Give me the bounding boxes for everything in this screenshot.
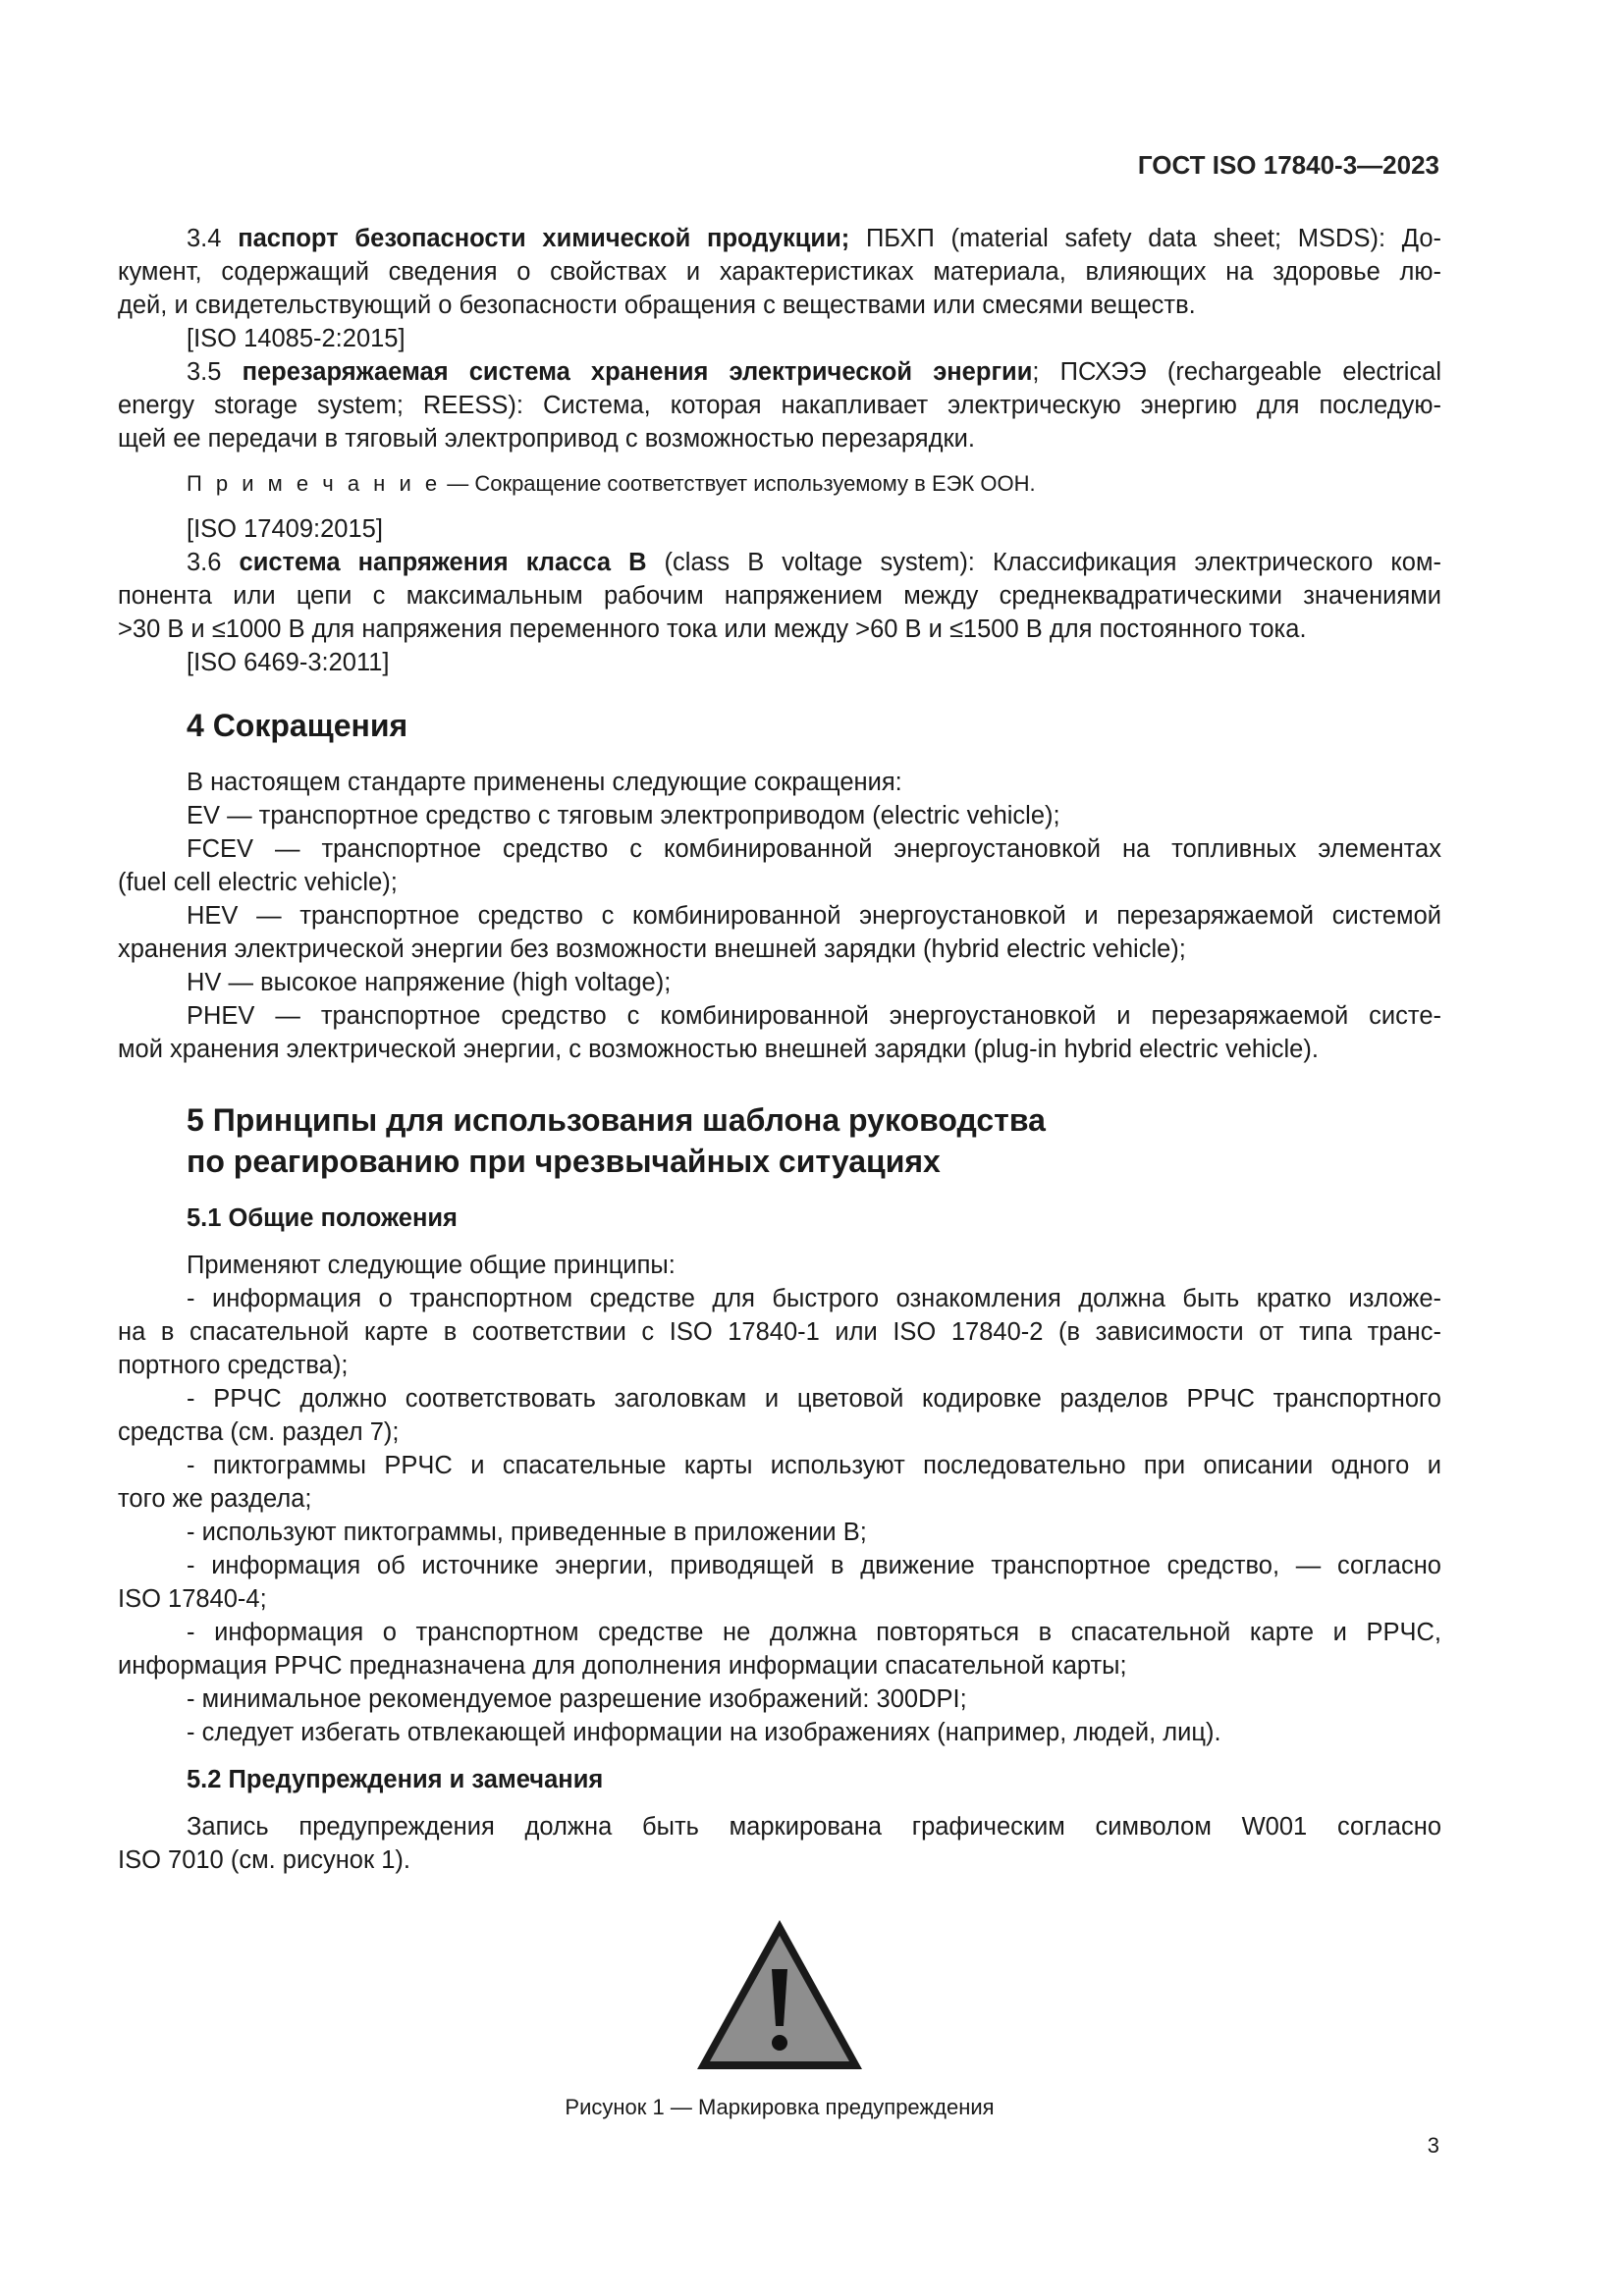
paragraph: понента или цепи с максимальным рабочим напряжением между среднеквадратическими значениями	[118, 582, 1441, 610]
section-heading-5	[187, 1099, 1441, 1182]
paragraph: >30 В и ≤1000 В для напряжения переменного тока или между >60 В и ≤1500 В для постоянного тока.	[118, 615, 1307, 643]
list-item: - информация о транспортном средстве не должна повторяться в спасательной карте и РРЧС,	[187, 1619, 1441, 1646]
abbreviation-item-cont: хранения электрической энергии без возможности внешней зарядки (hybrid electric vehicle);	[118, 935, 1186, 963]
list-item-cont: ISO 17840-4;	[118, 1585, 267, 1613]
paragraph: Применяют следующие общие принципы:	[187, 1252, 676, 1279]
document-header: ГОСТ ISO 17840-3—2023	[1137, 150, 1439, 180]
list-item: - минимальное рекомендуемое разрешение изображений: 300DPI;	[187, 1685, 967, 1713]
subsection-heading-5-2: 5.2 Предупреждения и замечания	[187, 1766, 604, 1793]
term-title: перезаряжаемая система хранения электрической энергии	[242, 358, 1033, 386]
note-label: П р и м е ч а н и е	[187, 471, 442, 496]
paragraph: кумент, содержащий сведения о свойствах и характеристиках материала, влияющих на здоровье лю-	[118, 258, 1441, 286]
list-item: - РРЧС должно соответствовать заголовкам и цветовой кодировке разделов РРЧС транспортного	[187, 1385, 1441, 1413]
section-heading-4: 4 Сокращения	[187, 708, 408, 743]
note-text: — Сокращение соответствует используемому в ЕЭК ООН.	[441, 471, 1036, 496]
paragraph-cont: ISO 7010 (см. рисунок 1).	[118, 1846, 410, 1874]
reference: [ISO 6469-3:2011]	[187, 649, 390, 676]
abbreviation-item: EV — транспортное средство с тяговым электроприводом (electric vehicle);	[187, 802, 1060, 829]
list-item: - информация об источнике энергии, приводящей в движение транспортное средство, — согласно	[187, 1552, 1441, 1579]
abbreviation-item-cont: мой хранения электрической энергии, с возможностью внешней зарядки (plug-in hybrid electric vehicle).	[118, 1036, 1319, 1063]
subsection-heading-5-1: 5.1 Общие положения	[187, 1204, 458, 1232]
document-body	[118, 222, 1441, 2122]
abbreviation-item-cont: (fuel cell electric vehicle);	[118, 869, 398, 896]
list-item-cont: портного средства);	[118, 1352, 349, 1379]
text-line: (class B voltage system): Классификация электрического ком-	[646, 549, 1441, 576]
paragraph: щей ее передачи в тяговый электропривод с возможностью перезарядки.	[118, 425, 975, 453]
reference: [ISO 17409:2015]	[187, 515, 383, 543]
paragraph: energy storage system; REESS): Система, которая накапливает электрическую энергию для последую-	[118, 392, 1441, 419]
reference: [ISO 14085-2:2015]	[187, 325, 406, 352]
term-number: 3.6	[187, 549, 222, 576]
paragraph: дей, и свидетельствующий о безопасности обращения с веществами или смесями веществ.	[118, 292, 1196, 319]
list-item: - пиктограммы РРЧС и спасательные карты используют последовательно при описании одного и	[187, 1452, 1441, 1479]
list-item-cont: информация РРЧС предназначена для дополнения информации спасательной карты;	[118, 1652, 1127, 1680]
abbreviation-item: HEV — транспортное средство с комбинированной энергоустановкой и перезаряжаемой системой	[187, 902, 1441, 930]
term-3-6	[118, 546, 1441, 679]
page-number: 3	[1427, 2133, 1439, 2158]
abbreviation-item: FCEV — транспортное средство с комбинированной энергоустановкой на топливных элементах	[187, 835, 1441, 863]
list-item-cont: того же раздела;	[118, 1485, 312, 1513]
figure-1	[118, 1916, 1441, 2122]
term-3-5	[118, 355, 1441, 546]
list-item: - следует избегать отвлекающей информации на изображениях (например, людей, лиц).	[187, 1719, 1221, 1746]
paragraph	[118, 222, 1441, 255]
term-3-4	[118, 222, 1441, 355]
text-line: ПБХП (material safety data sheet; MSDS): До-	[849, 225, 1441, 252]
abbreviation-item: HV — высокое напряжение (high voltage);	[187, 969, 672, 996]
paragraph: Запись предупреждения должна быть маркирована графическим символом W001 согласно	[187, 1813, 1441, 1841]
warning-triangle-icon	[693, 1916, 866, 2073]
list-item: - информация о транспортном средстве для быстрого ознакомления должна быть кратко изложе-	[187, 1285, 1441, 1312]
abbreviation-item: PHEV — транспортное средство с комбинированной энергоустановкой и перезаряжаемой систе-	[187, 1002, 1441, 1030]
term-title: система напряжения класса B	[239, 549, 647, 576]
paragraph: В настоящем стандарте применены следующие сокращения:	[187, 769, 902, 796]
list-item: - используют пиктограммы, приведенные в приложении В;	[187, 1519, 867, 1546]
term-number: 3.4	[187, 225, 222, 252]
list-item-cont: на в спасательной карте в соответствии с ISO 17840-1 или ISO 17840-2 (в зависимости от типа транс-	[118, 1318, 1441, 1346]
note	[187, 469, 1441, 499]
heading-line: по реагированию при чрезвычайных ситуациях	[187, 1144, 941, 1179]
figure-caption: Рисунок 1 — Маркировка предупреждения	[565, 2095, 995, 2119]
heading-line: 5 Принципы для использования шаблона руководства	[187, 1102, 1046, 1138]
paragraph	[118, 355, 1441, 389]
paragraph	[118, 546, 1441, 579]
term-number: 3.5	[187, 358, 222, 386]
text-line: ; ПСХЭЭ (rechargeable electrical	[1032, 358, 1441, 386]
term-title: паспорт безопасности химической продукции;	[238, 225, 850, 252]
list-item-cont: средства (см. раздел 7);	[118, 1418, 400, 1446]
